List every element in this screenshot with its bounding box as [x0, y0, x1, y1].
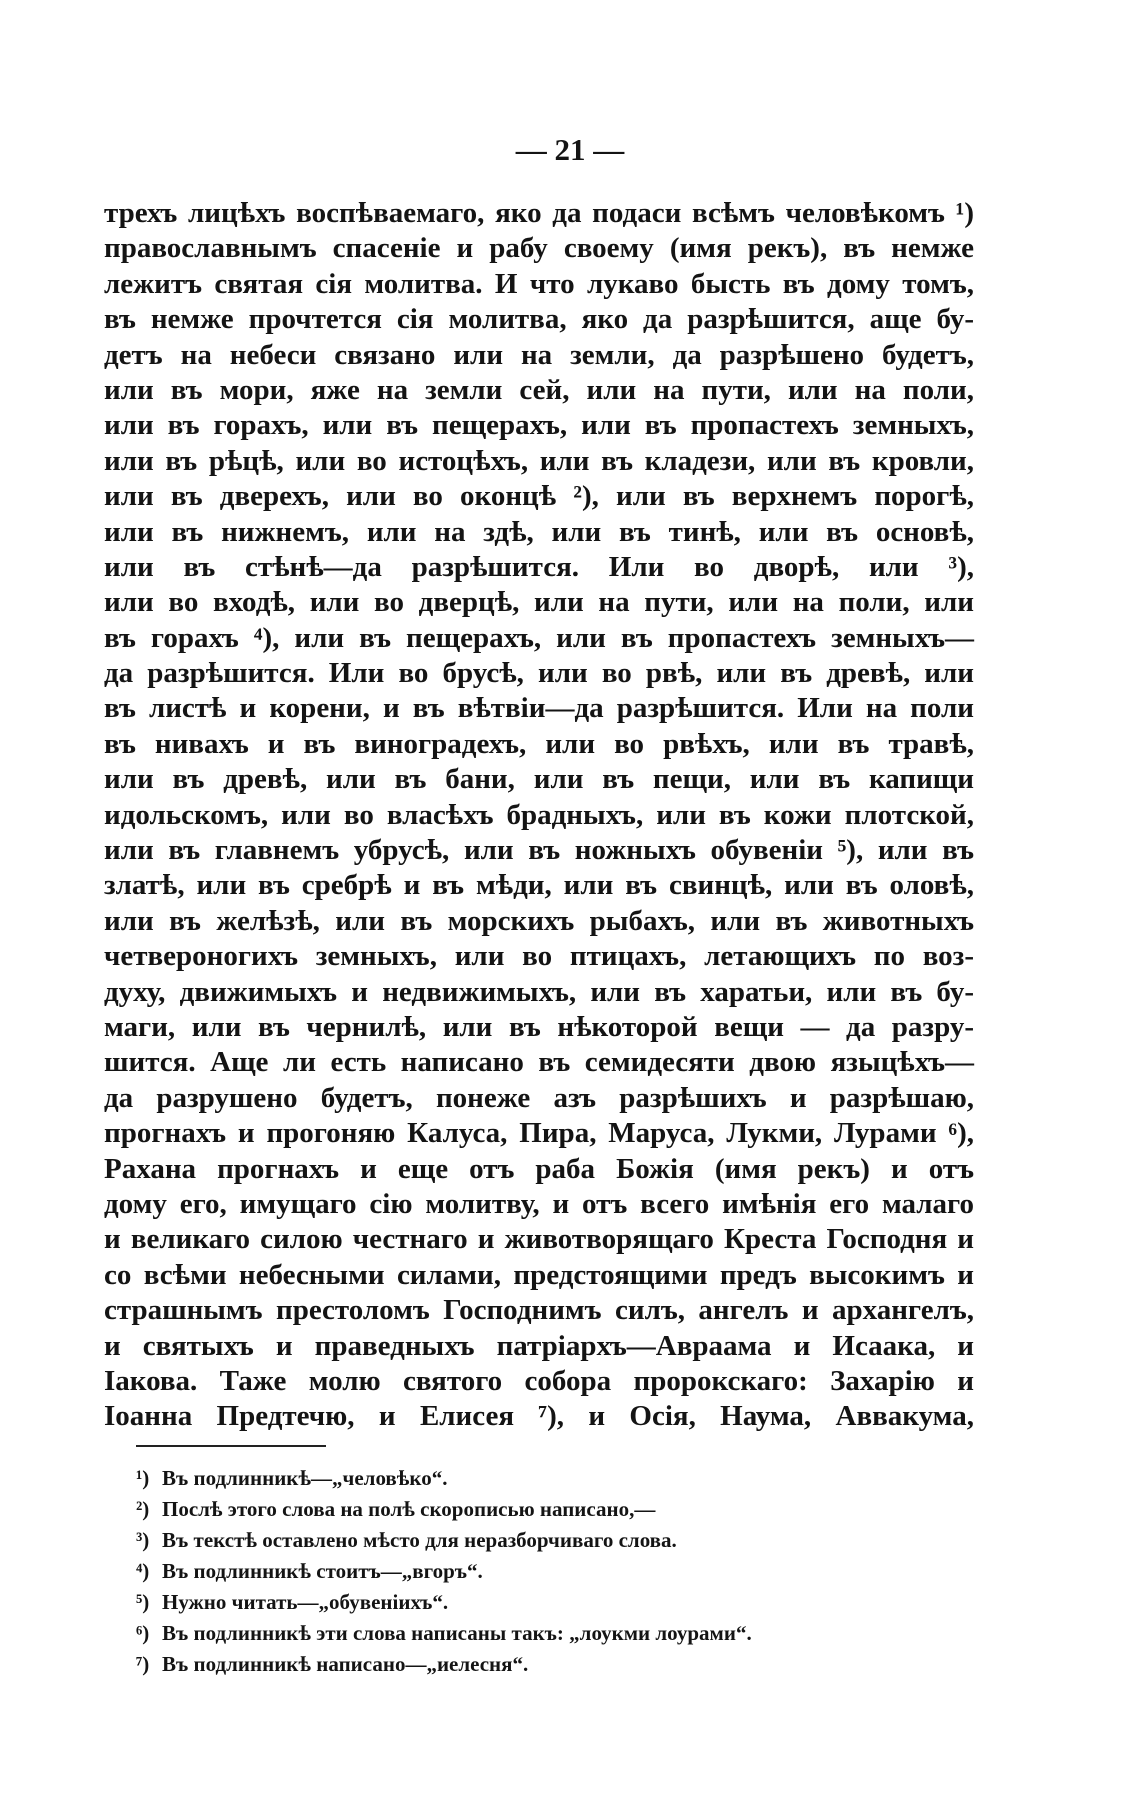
main-text — [104, 196, 974, 1435]
footnote-mark: ⁵) — [136, 1590, 150, 1614]
footnote-divider — [136, 1445, 326, 1447]
footnote-mark: ⁶) — [136, 1621, 150, 1645]
text-line: въ немже прочтется сія молитва, яко да разрѣшится, аще бу- — [104, 303, 974, 336]
text-line: страшнымъ престоломъ Господнимъ силъ, ангелъ и архангелъ, — [104, 1294, 974, 1327]
footnote-text: Послѣ этого слова на полѣ скорописью написано,— — [162, 1497, 656, 1521]
text-line: или въ стѣнѣ—да разрѣшится. Или во дворѣ, или ³), — [104, 550, 974, 583]
text-line: или въ рѣцѣ, или во истоцѣхъ, или въ кладези, или въ кровли, — [104, 444, 974, 477]
footnote-text: Въ подлинникѣ—„человѣко“. — [162, 1466, 448, 1490]
footnotes — [136, 1463, 976, 1680]
footnote — [136, 1649, 976, 1680]
footnote-mark: ³) — [136, 1528, 150, 1552]
text-line: Рахана прогнахъ и еще отъ раба Божія (имя рекъ) и отъ — [104, 1152, 974, 1185]
footnote-text: Въ подлинникѣ эти слова написаны такъ: „лоукми лоурами“. — [162, 1621, 752, 1645]
footnote — [136, 1587, 976, 1618]
text-line: или въ мори, яже на земли сей, или на пути, или на поли, — [104, 373, 974, 406]
text-line: въ нивахъ и въ виноградехъ, или во рвѣхъ, или въ травѣ, — [104, 727, 974, 760]
footnote — [136, 1494, 976, 1525]
text-line: трехъ лицѣхъ воспѣваемаго, яко да подаси всѣмъ человѣкомъ ¹) — [104, 197, 974, 229]
text-line: или въ нижнемъ, или на здѣ, или въ тинѣ, или въ основѣ, — [104, 515, 974, 548]
text-line: прогнахъ и прогоняю Калуса, Пира, Маруса, Лукми, Лурами ⁶), — [104, 1117, 974, 1150]
text-line: Іакова. Таже молю святого собора пророкскаго: Захарію и — [104, 1364, 974, 1397]
text-line: въ горахъ ⁴), или въ пещерахъ, или въ пропастехъ земныхъ— — [104, 621, 974, 654]
footnote-text: Нужно читать—„обувеніихъ“. — [162, 1590, 449, 1614]
text-line: Іоанна Предтечю, и Елисея ⁷), и Осія, Наума, Аввакума, — [104, 1400, 974, 1433]
text-line: детъ на небеси связано или на земли, да разрѣшено будетъ, — [104, 338, 974, 371]
footnote-mark: ⁷) — [136, 1652, 150, 1676]
footnote — [136, 1556, 976, 1587]
footnote-mark: ⁴) — [136, 1559, 150, 1583]
text-line: четвероногихъ земныхъ, или во птицахъ, летающихъ по воз- — [104, 940, 974, 973]
text-line: или въ древѣ, или въ бани, или въ пещи, или въ капищи — [104, 763, 974, 796]
footnote-text: Въ подлинникѣ написано—„иелесня“. — [162, 1652, 529, 1676]
footnote — [136, 1463, 976, 1494]
text-line: да разрѣшится. Или во брусѣ, или во рвѣ, или въ древѣ, или — [104, 657, 974, 690]
text-line: со всѣми небесными силами, предстоящими предъ высокимъ и — [104, 1258, 974, 1291]
text-line: православнымъ спасеніе и рабу своему (имя рекъ), въ немже — [104, 232, 974, 265]
footnote-text: Въ текстѣ оставлено мѣсто для неразборчиваго слова. — [162, 1528, 677, 1552]
page-number: — 21 — — [515, 132, 625, 167]
footnote-text: Въ подлинникѣ стоитъ—„вгоръ“. — [162, 1559, 483, 1583]
text-line: или въ дверехъ, или во оконцѣ ²), или въ верхнемъ порогѣ, — [104, 480, 974, 513]
text-line: духу, движимыхъ и недвижимыхъ, или въ харатьи, или въ бу- — [104, 975, 974, 1008]
footnote-mark: ¹) — [136, 1466, 150, 1490]
text-line: златѣ, или въ сребрѣ и въ мѣди, или въ свинцѣ, или въ оловѣ, — [104, 869, 974, 902]
text-line: или въ желѣзѣ, или въ морскихъ рыбахъ, или въ животныхъ — [104, 904, 974, 937]
footnote-mark: ²) — [136, 1497, 150, 1521]
text-line: и великаго силою честнаго и животворящаго Креста Господня и — [104, 1223, 974, 1256]
text-line: дому его, имущаго сію молитву, и отъ всего имѣнія его малаго — [104, 1187, 974, 1220]
text-line: или въ горахъ, или въ пещерахъ, или въ пропастехъ земныхъ, — [104, 409, 974, 442]
text-line: въ листѣ и корени, и въ вѣтвіи—да разрѣшится. Или на поли — [104, 692, 974, 725]
text-line: шится. Аще ли есть написано въ семидесяти двою языцѣхъ— — [104, 1046, 974, 1079]
text-line: или во входѣ, или во дверцѣ, или на пути, или на поли, или — [104, 586, 974, 619]
text-line: и святыхъ и праведныхъ патріархъ—Авраама и Исаака, и — [104, 1329, 974, 1362]
text-line: лежитъ святая сія молитва. И что лукаво бысть въ дому томъ, — [104, 267, 974, 300]
text-line: да разрушено будетъ, понеже азъ разрѣшихъ и разрѣшаю, — [104, 1081, 974, 1114]
text-line: идольскомъ, или во власѣхъ брадныхъ, или въ кожи плотской, — [104, 798, 974, 831]
text-line: или въ главнемъ убрусѣ, или въ ножныхъ обувеніи ⁵), или въ — [104, 834, 974, 867]
text-line: маги, или въ чернилѣ, или въ нѣкоторой вещи — да разру- — [104, 1010, 974, 1043]
footnote — [136, 1525, 976, 1556]
footnote — [136, 1618, 976, 1649]
